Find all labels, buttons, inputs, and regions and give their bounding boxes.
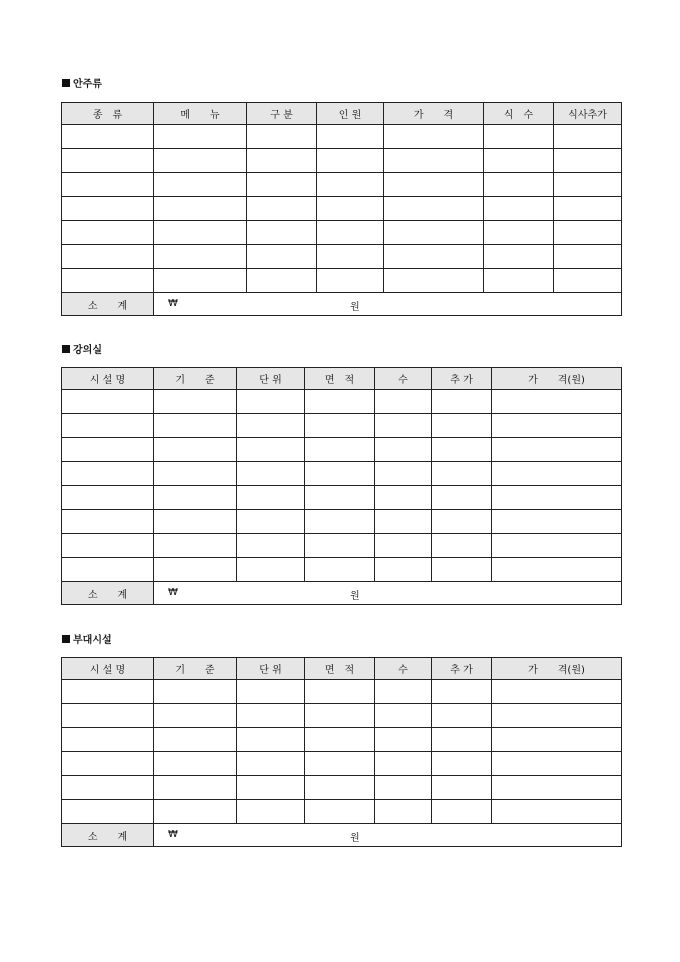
table-cell[interactable] xyxy=(62,462,154,486)
table-cell[interactable] xyxy=(62,704,154,728)
table-row xyxy=(62,534,622,558)
table-cell[interactable] xyxy=(432,438,492,462)
table-cell[interactable] xyxy=(305,728,375,752)
table-cell[interactable] xyxy=(62,125,154,149)
table-cell[interactable] xyxy=(375,510,432,534)
table-row xyxy=(62,704,622,728)
header-row xyxy=(62,103,622,125)
table-cell[interactable] xyxy=(154,269,247,293)
table-row xyxy=(62,752,622,776)
col-header: 시 설 명 xyxy=(62,368,154,390)
col-header: 가 격 xyxy=(384,103,484,125)
table-cell[interactable] xyxy=(432,728,492,752)
table-cell[interactable] xyxy=(432,704,492,728)
menu-table xyxy=(61,102,622,316)
table-cell[interactable] xyxy=(154,173,247,197)
table-cell[interactable] xyxy=(484,197,554,221)
col-header: 추 가 xyxy=(432,368,492,390)
table-cell[interactable] xyxy=(62,245,154,269)
col-header: 메 뉴 xyxy=(154,103,247,125)
table-row xyxy=(62,728,622,752)
table-cell[interactable] xyxy=(154,534,237,558)
table-cell[interactable] xyxy=(247,245,317,269)
table-cell[interactable] xyxy=(62,800,154,824)
table-cell[interactable] xyxy=(305,752,375,776)
table-cell[interactable] xyxy=(154,558,237,582)
table-row xyxy=(62,221,622,245)
black-square-icon xyxy=(62,345,70,353)
black-square-icon xyxy=(62,635,70,643)
section-title-text: 안주류 xyxy=(73,79,102,90)
table-cell[interactable] xyxy=(317,125,384,149)
table-cell[interactable] xyxy=(154,680,237,704)
table-cell[interactable] xyxy=(305,486,375,510)
table-cell[interactable] xyxy=(305,390,375,414)
col-header: 식사추가 xyxy=(554,103,622,125)
table-row xyxy=(62,245,622,269)
col-header: 종 류 xyxy=(62,103,154,125)
won-unit: 원 xyxy=(350,833,360,844)
table-cell[interactable] xyxy=(154,221,247,245)
col-header: 면 적 xyxy=(305,368,375,390)
section-title-anju xyxy=(62,79,102,91)
lecture-room-table xyxy=(61,367,622,605)
table-cell[interactable] xyxy=(375,486,432,510)
table-cell[interactable] xyxy=(62,438,154,462)
table-cell[interactable] xyxy=(154,125,247,149)
table-cell[interactable] xyxy=(305,414,375,438)
table-cell[interactable] xyxy=(305,704,375,728)
subtotal-row xyxy=(62,293,622,316)
table-cell[interactable] xyxy=(237,680,305,704)
col-header: 단 위 xyxy=(237,658,305,680)
table-cell[interactable] xyxy=(375,680,432,704)
table-cell[interactable] xyxy=(492,680,622,704)
table-cell[interactable] xyxy=(237,462,305,486)
table-row xyxy=(62,173,622,197)
table-cell[interactable] xyxy=(62,534,154,558)
table-cell[interactable] xyxy=(247,173,317,197)
table-cell[interactable] xyxy=(237,776,305,800)
table-cell[interactable] xyxy=(154,414,237,438)
col-header: 가 격(원) xyxy=(492,368,622,390)
table-cell[interactable] xyxy=(432,390,492,414)
table-cell[interactable] xyxy=(554,245,622,269)
table-cell[interactable] xyxy=(384,221,484,245)
table-cell[interactable] xyxy=(154,704,237,728)
table-cell[interactable] xyxy=(154,800,237,824)
table-cell[interactable] xyxy=(305,510,375,534)
table-cell[interactable] xyxy=(62,510,154,534)
table-cell[interactable] xyxy=(247,221,317,245)
table-cell[interactable] xyxy=(554,149,622,173)
table-cell[interactable] xyxy=(492,558,622,582)
table-cell[interactable] xyxy=(492,510,622,534)
table-cell[interactable] xyxy=(375,558,432,582)
table-cell[interactable] xyxy=(237,390,305,414)
table-cell[interactable] xyxy=(492,486,622,510)
table-cell[interactable] xyxy=(554,221,622,245)
subtotal-value[interactable] xyxy=(154,582,622,605)
header-row xyxy=(62,658,622,680)
table-cell[interactable] xyxy=(237,728,305,752)
table-cell[interactable] xyxy=(484,221,554,245)
won-symbol: ₩ xyxy=(168,298,178,309)
table-row xyxy=(62,269,622,293)
col-header: 면 적 xyxy=(305,658,375,680)
table-cell[interactable] xyxy=(375,800,432,824)
table-cell[interactable] xyxy=(154,390,237,414)
table-cell[interactable] xyxy=(492,390,622,414)
table-cell[interactable] xyxy=(305,800,375,824)
table-cell[interactable] xyxy=(317,173,384,197)
facilities-table xyxy=(61,657,622,847)
subtotal-row xyxy=(62,824,622,847)
table-row xyxy=(62,438,622,462)
table-cell[interactable] xyxy=(384,197,484,221)
subtotal-value[interactable] xyxy=(154,293,622,316)
won-symbol: ₩ xyxy=(168,829,178,840)
col-header: 가 격(원) xyxy=(492,658,622,680)
table-row xyxy=(62,776,622,800)
table-cell[interactable] xyxy=(384,245,484,269)
table-cell[interactable] xyxy=(305,558,375,582)
subtotal-label: 소 계 xyxy=(62,582,154,605)
table-cell[interactable] xyxy=(554,125,622,149)
table-cell[interactable] xyxy=(484,245,554,269)
table-cell[interactable] xyxy=(154,776,237,800)
table-cell[interactable] xyxy=(492,728,622,752)
table-cell[interactable] xyxy=(237,800,305,824)
table-cell[interactable] xyxy=(432,486,492,510)
table-cell[interactable] xyxy=(154,510,237,534)
table-cell[interactable] xyxy=(247,125,317,149)
table-cell[interactable] xyxy=(554,269,622,293)
table-row xyxy=(62,800,622,824)
col-header: 구 분 xyxy=(247,103,317,125)
table-cell[interactable] xyxy=(492,534,622,558)
table-cell[interactable] xyxy=(154,486,237,510)
table-row xyxy=(62,510,622,534)
section-title-facilities xyxy=(62,635,112,647)
table-cell[interactable] xyxy=(317,149,384,173)
table-cell[interactable] xyxy=(432,680,492,704)
col-header: 기 준 xyxy=(154,368,237,390)
table-cell[interactable] xyxy=(384,269,484,293)
section-title-lecture-room xyxy=(62,345,102,357)
table-cell[interactable] xyxy=(375,462,432,486)
table-cell[interactable] xyxy=(484,149,554,173)
table-cell[interactable] xyxy=(432,414,492,438)
table-row xyxy=(62,462,622,486)
table-cell[interactable] xyxy=(492,704,622,728)
table-cell[interactable] xyxy=(62,173,154,197)
table-cell[interactable] xyxy=(317,197,384,221)
col-header: 기 준 xyxy=(154,658,237,680)
table-cell[interactable] xyxy=(237,414,305,438)
table-cell[interactable] xyxy=(62,752,154,776)
table-row xyxy=(62,197,622,221)
table-cell[interactable] xyxy=(62,221,154,245)
table-cell[interactable] xyxy=(154,197,247,221)
subtotal-row xyxy=(62,582,622,605)
won-symbol: ₩ xyxy=(168,587,178,598)
table-cell[interactable] xyxy=(62,486,154,510)
table-cell[interactable] xyxy=(554,197,622,221)
table-cell[interactable] xyxy=(484,269,554,293)
table-cell[interactable] xyxy=(375,728,432,752)
table-cell[interactable] xyxy=(317,221,384,245)
table-row xyxy=(62,390,622,414)
table-cell[interactable] xyxy=(492,800,622,824)
table-cell[interactable] xyxy=(62,728,154,752)
table-cell[interactable] xyxy=(237,704,305,728)
table-cell[interactable] xyxy=(237,752,305,776)
table-cell[interactable] xyxy=(432,534,492,558)
table-cell[interactable] xyxy=(154,462,237,486)
table-row xyxy=(62,680,622,704)
table-cell[interactable] xyxy=(375,390,432,414)
table-cell[interactable] xyxy=(432,800,492,824)
table-cell[interactable] xyxy=(305,438,375,462)
table-cell[interactable] xyxy=(432,462,492,486)
table-cell[interactable] xyxy=(492,776,622,800)
table-cell[interactable] xyxy=(554,173,622,197)
table-cell[interactable] xyxy=(492,752,622,776)
table-cell[interactable] xyxy=(484,125,554,149)
table-cell[interactable] xyxy=(62,269,154,293)
table-cell[interactable] xyxy=(237,510,305,534)
table-cell[interactable] xyxy=(247,197,317,221)
header-row xyxy=(62,368,622,390)
table-cell[interactable] xyxy=(62,680,154,704)
table-cell[interactable] xyxy=(305,776,375,800)
section-title-text: 부대시설 xyxy=(73,635,112,646)
table-cell[interactable] xyxy=(384,173,484,197)
table-cell[interactable] xyxy=(154,728,237,752)
table-cell[interactable] xyxy=(154,149,247,173)
table-cell[interactable] xyxy=(62,197,154,221)
col-header: 단 위 xyxy=(237,368,305,390)
table-cell[interactable] xyxy=(375,534,432,558)
table-cell[interactable] xyxy=(237,558,305,582)
table-cell[interactable] xyxy=(375,704,432,728)
table-cell[interactable] xyxy=(62,776,154,800)
col-header: 추 가 xyxy=(432,658,492,680)
col-header: 시 설 명 xyxy=(62,658,154,680)
table-cell[interactable] xyxy=(62,558,154,582)
col-header: 식 수 xyxy=(484,103,554,125)
table-row xyxy=(62,486,622,510)
table-cell[interactable] xyxy=(237,438,305,462)
section-title-text: 강의실 xyxy=(73,345,102,356)
table-cell[interactable] xyxy=(484,173,554,197)
table-cell[interactable] xyxy=(247,149,317,173)
table-cell[interactable] xyxy=(62,414,154,438)
col-header: 인 원 xyxy=(317,103,384,125)
table-row xyxy=(62,149,622,173)
table-cell[interactable] xyxy=(62,149,154,173)
table-cell[interactable] xyxy=(237,534,305,558)
table-cell[interactable] xyxy=(375,414,432,438)
black-square-icon xyxy=(62,79,70,87)
table-cell[interactable] xyxy=(247,269,317,293)
col-header: 수 xyxy=(375,658,432,680)
table-cell[interactable] xyxy=(237,486,305,510)
col-header: 수 xyxy=(375,368,432,390)
subtotal-label: 소 계 xyxy=(62,293,154,316)
table-row xyxy=(62,558,622,582)
table-cell[interactable] xyxy=(384,149,484,173)
table-cell[interactable] xyxy=(492,438,622,462)
table-cell[interactable] xyxy=(154,752,237,776)
table-row xyxy=(62,125,622,149)
table-cell[interactable] xyxy=(62,390,154,414)
table-cell[interactable] xyxy=(492,414,622,438)
table-cell[interactable] xyxy=(384,125,484,149)
table-cell[interactable] xyxy=(432,776,492,800)
table-cell[interactable] xyxy=(432,510,492,534)
table-cell[interactable] xyxy=(317,245,384,269)
table-cell[interactable] xyxy=(375,438,432,462)
table-cell[interactable] xyxy=(305,680,375,704)
subtotal-value[interactable] xyxy=(154,824,622,847)
table-cell[interactable] xyxy=(375,776,432,800)
won-unit: 원 xyxy=(350,302,360,313)
table-cell[interactable] xyxy=(432,752,492,776)
table-cell[interactable] xyxy=(305,462,375,486)
table-cell[interactable] xyxy=(154,245,247,269)
table-cell[interactable] xyxy=(305,534,375,558)
table-cell[interactable] xyxy=(317,269,384,293)
table-row xyxy=(62,414,622,438)
table-cell[interactable] xyxy=(432,558,492,582)
won-unit: 원 xyxy=(350,591,360,602)
table-cell[interactable] xyxy=(492,462,622,486)
table-cell[interactable] xyxy=(154,438,237,462)
subtotal-label: 소 계 xyxy=(62,824,154,847)
table-cell[interactable] xyxy=(375,752,432,776)
